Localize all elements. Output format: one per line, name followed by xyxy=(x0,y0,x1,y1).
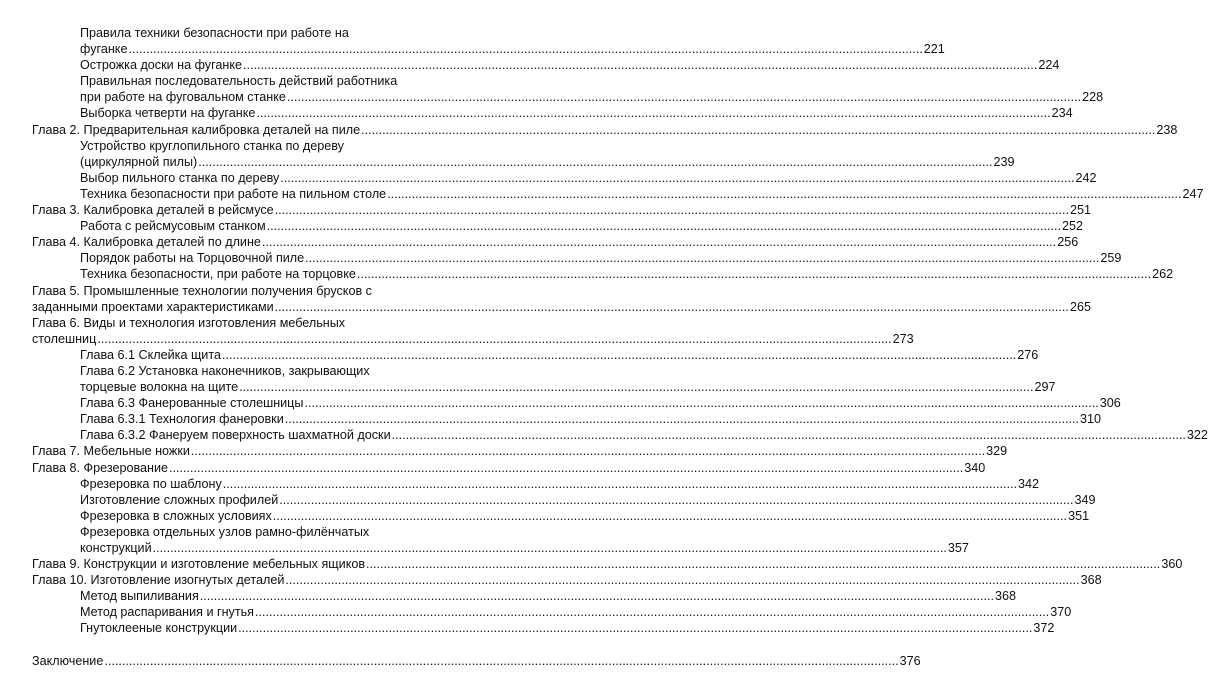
toc-entry-title-line: Глава 7. Мебельные ножки xyxy=(32,444,190,459)
page-number: 310 xyxy=(1080,412,1102,427)
page-number: 224 xyxy=(1038,58,1060,73)
toc-entry-title-line: столешниц xyxy=(32,331,97,346)
page-number: 238 xyxy=(1156,122,1178,137)
toc-entry-title-line: Работа с рейсмусовым станком xyxy=(80,219,266,234)
toc-entry xyxy=(32,443,1008,459)
toc-entry-title-line: Фрезеровка отдельных узлов рамно-филёнчатых xyxy=(80,524,370,539)
dot-leader xyxy=(238,620,1032,636)
toc-entry-title-line: фуганке xyxy=(80,42,128,57)
page-number: 368 xyxy=(995,589,1017,604)
toc-entry xyxy=(32,283,1091,315)
page-number: 247 xyxy=(1182,186,1204,201)
toc-entry-row xyxy=(80,604,1072,620)
page-number: 370 xyxy=(1050,605,1072,620)
toc-entry xyxy=(32,460,986,476)
toc-entry xyxy=(32,588,1017,604)
toc-entry-row xyxy=(80,395,1121,411)
page-number: 234 xyxy=(1051,106,1073,121)
dot-leader xyxy=(223,476,1017,492)
toc-entry-title-line: конструкций xyxy=(80,541,152,555)
toc-entry xyxy=(32,524,969,556)
toc-entry xyxy=(32,266,1174,282)
dot-leader xyxy=(169,460,963,476)
toc-entry-title-line: Глава 5. Промышленные технологии получения брусков с xyxy=(32,283,372,298)
page-number: 239 xyxy=(993,154,1015,169)
toc-entry xyxy=(32,170,1097,186)
page-number: 351 xyxy=(1068,508,1090,523)
page-number: 242 xyxy=(1075,170,1097,185)
dot-leader xyxy=(361,122,1155,138)
toc-entry-title-line: Глава 8. Фрезерование xyxy=(32,460,169,475)
toc-entry-title-line: Изготовление сложных профилей xyxy=(80,492,279,507)
toc-entry-row xyxy=(80,588,1017,604)
page-number: 256 xyxy=(1057,235,1079,250)
toc-entry-row xyxy=(32,331,914,347)
page-number: 273 xyxy=(892,331,914,346)
page-number: 349 xyxy=(1074,492,1096,507)
toc-entry-row xyxy=(32,122,1178,138)
dot-leader xyxy=(104,653,898,669)
dot-leader xyxy=(387,186,1181,202)
toc-entry-row xyxy=(32,572,1102,588)
dot-leader xyxy=(275,202,1069,218)
dot-leader xyxy=(239,379,1033,395)
toc-entry xyxy=(32,363,1056,395)
toc-entry-row xyxy=(80,186,1204,202)
toc-entry-title-line: Выборка четверти на фуганке xyxy=(80,106,256,121)
page-number: 221 xyxy=(923,42,945,57)
toc-entry xyxy=(32,202,1091,218)
page-number: 262 xyxy=(1152,267,1174,282)
toc-entry-title-line: Заключение xyxy=(32,653,104,668)
toc-entry xyxy=(32,105,1073,121)
dot-leader xyxy=(153,540,947,556)
toc-entry xyxy=(32,492,1096,508)
page-number: 342 xyxy=(1018,476,1040,491)
page-number: 368 xyxy=(1080,573,1102,588)
toc-entry-title-line: при работе на фуговальном станке xyxy=(80,90,286,105)
page-number: 306 xyxy=(1099,396,1121,411)
toc-entry-row xyxy=(80,41,945,57)
page-number: 252 xyxy=(1061,219,1083,234)
dot-leader xyxy=(366,556,1160,572)
toc-entry-title-line: Фрезеровка по шаблону xyxy=(80,476,222,491)
toc-entry-row xyxy=(32,460,986,476)
toc-entry-title-line: Глава 3. Калибровка деталей в рейсмусе xyxy=(32,203,274,218)
page-number: 322 xyxy=(1186,428,1208,443)
toc-entry xyxy=(32,395,1121,411)
dot-leader xyxy=(128,41,922,57)
dot-leader xyxy=(255,604,1049,620)
toc-entry-title-line: заданными проектами характеристиками xyxy=(32,299,274,314)
toc-entry-row xyxy=(80,105,1073,121)
toc-entry xyxy=(32,347,1039,363)
toc-entry-row xyxy=(80,250,1122,266)
toc-entry-title-line: Глава 6.2 Установка наконечников, закрывающих xyxy=(80,363,370,378)
toc-entry-row xyxy=(80,476,1040,492)
toc-entry-row xyxy=(32,299,1091,315)
toc-entry-title-line: Устройство круглопильного станка по дереву xyxy=(80,138,344,153)
toc-entry-row xyxy=(80,89,1104,105)
dot-leader xyxy=(304,395,1098,411)
dot-leader xyxy=(222,347,1016,363)
toc-entry-title-line: (циркулярной пилы) xyxy=(80,154,198,169)
toc-entry-title-line: Глава 6.3 Фанерованные столешницы xyxy=(80,396,304,411)
dot-leader xyxy=(305,250,1099,266)
toc-entry-title-line: Метод выпиливания xyxy=(80,589,199,604)
dot-leader xyxy=(275,299,1069,315)
toc-entry-title-line: торцевые волокна на щите xyxy=(80,380,239,395)
toc-entry-row xyxy=(80,492,1096,508)
toc-entry-row xyxy=(80,620,1055,636)
dot-leader xyxy=(97,331,891,347)
toc-entry-title-line: Глава 10. Изготовление изогнутых деталей xyxy=(32,573,285,588)
page-number: 228 xyxy=(1082,90,1104,105)
toc-entry xyxy=(32,604,1072,620)
toc-entry-title-line: Глава 6.1 Склейка щита xyxy=(80,347,221,362)
toc-entry xyxy=(32,250,1122,266)
page-number: 297 xyxy=(1034,380,1056,395)
dot-leader xyxy=(279,492,1073,508)
dot-leader xyxy=(262,234,1056,250)
toc-entry xyxy=(32,122,1178,138)
toc-entry-title-line: Глава 6.3.1 Технология фанеровки xyxy=(80,412,284,427)
toc-entry xyxy=(32,476,1040,492)
toc-entry-title-line: Гнутоклееные конструкции xyxy=(80,621,238,636)
toc-entry xyxy=(32,186,1204,202)
toc-entry-title-line: Острожка доски на фуганке xyxy=(80,58,243,73)
toc-entry-row xyxy=(80,170,1097,186)
page-number: 360 xyxy=(1161,557,1183,572)
toc-entry-title-line: Правильная последовательность действий работника xyxy=(80,74,398,89)
toc-entry-row xyxy=(80,266,1174,282)
toc-entry-row xyxy=(32,443,1008,459)
toc-entry-row xyxy=(80,347,1039,363)
page-number: 329 xyxy=(986,444,1008,459)
table-of-contents xyxy=(32,25,1208,669)
dot-leader xyxy=(200,588,994,604)
toc-entry-row xyxy=(80,427,1208,443)
dot-leader xyxy=(191,443,985,459)
toc-entry-title-line: Глава 6.3.2 Фанеруем поверхность шахматной доски xyxy=(80,428,391,443)
toc-entry-row xyxy=(80,411,1102,427)
dot-leader xyxy=(357,266,1151,282)
toc-entry xyxy=(32,138,1015,170)
toc-entry-row xyxy=(32,653,921,669)
toc-entry xyxy=(32,315,914,347)
toc-entry xyxy=(32,572,1102,588)
toc-entry-row xyxy=(80,57,1060,73)
toc-entry-row xyxy=(80,379,1056,395)
toc-entry-title-line: Выбор пильного станка по дереву xyxy=(80,170,280,185)
toc-entry-row xyxy=(32,556,1183,572)
dot-leader xyxy=(267,218,1061,234)
dot-leader xyxy=(256,105,1050,121)
dot-leader xyxy=(198,154,992,170)
dot-leader xyxy=(392,427,1186,443)
toc-entry-title-line: Правила техники безопасности при работе на xyxy=(80,26,349,40)
page-number: 276 xyxy=(1017,347,1039,362)
toc-entry-title-line: Глава 2. Предварительная калибровка деталей на пиле xyxy=(32,122,361,137)
toc-entry-row xyxy=(80,154,1015,170)
toc-entry-title-line: Порядок работы на Торцовочной пиле xyxy=(80,251,305,266)
toc-entry xyxy=(32,234,1079,250)
toc-entry xyxy=(32,620,1055,636)
toc-entry-row xyxy=(32,234,1079,250)
dot-leader xyxy=(285,411,1079,427)
page-number: 265 xyxy=(1069,299,1091,314)
page-number: 376 xyxy=(899,653,921,668)
toc-entry xyxy=(32,218,1083,234)
dot-leader xyxy=(243,57,1037,73)
toc-entry-title-line: Техника безопасности при работе на пильном столе xyxy=(80,186,387,201)
toc-entry-row xyxy=(80,540,969,556)
toc-entry-title-line: Глава 4. Калибровка деталей по длине xyxy=(32,235,261,250)
toc-entry xyxy=(32,508,1090,524)
toc-entry-row xyxy=(80,508,1090,524)
toc-entry-title-line: Метод распаривания и гнутья xyxy=(80,605,254,620)
toc-entry xyxy=(32,25,945,57)
toc-entry xyxy=(32,57,1060,73)
toc-entry-title-line: Фрезеровка в сложных условиях xyxy=(80,508,272,523)
dot-leader xyxy=(285,572,1079,588)
toc-entry xyxy=(32,427,1208,443)
toc-entry-row xyxy=(80,218,1083,234)
page-number: 372 xyxy=(1033,621,1055,636)
toc-entry xyxy=(32,73,1104,105)
toc-entry-title-line: Глава 9. Конструкции и изготовление мебельных ящиков xyxy=(32,557,366,572)
toc-entry-title-line: Глава 6. Виды и технология изготовления мебельных xyxy=(32,315,346,330)
toc-entry xyxy=(32,411,1102,427)
page-number: 259 xyxy=(1100,251,1122,266)
toc-entry-row xyxy=(32,202,1091,218)
dot-leader xyxy=(280,170,1074,186)
dot-leader xyxy=(287,89,1081,105)
toc-entry xyxy=(32,653,921,669)
page-number: 251 xyxy=(1069,203,1091,218)
page-number: 357 xyxy=(947,541,969,555)
toc-entry-title-line: Техника безопасности, при работе на торцовке xyxy=(80,267,356,282)
toc-entry xyxy=(32,556,1183,572)
page-number: 340 xyxy=(964,460,986,475)
dot-leader xyxy=(273,508,1067,524)
